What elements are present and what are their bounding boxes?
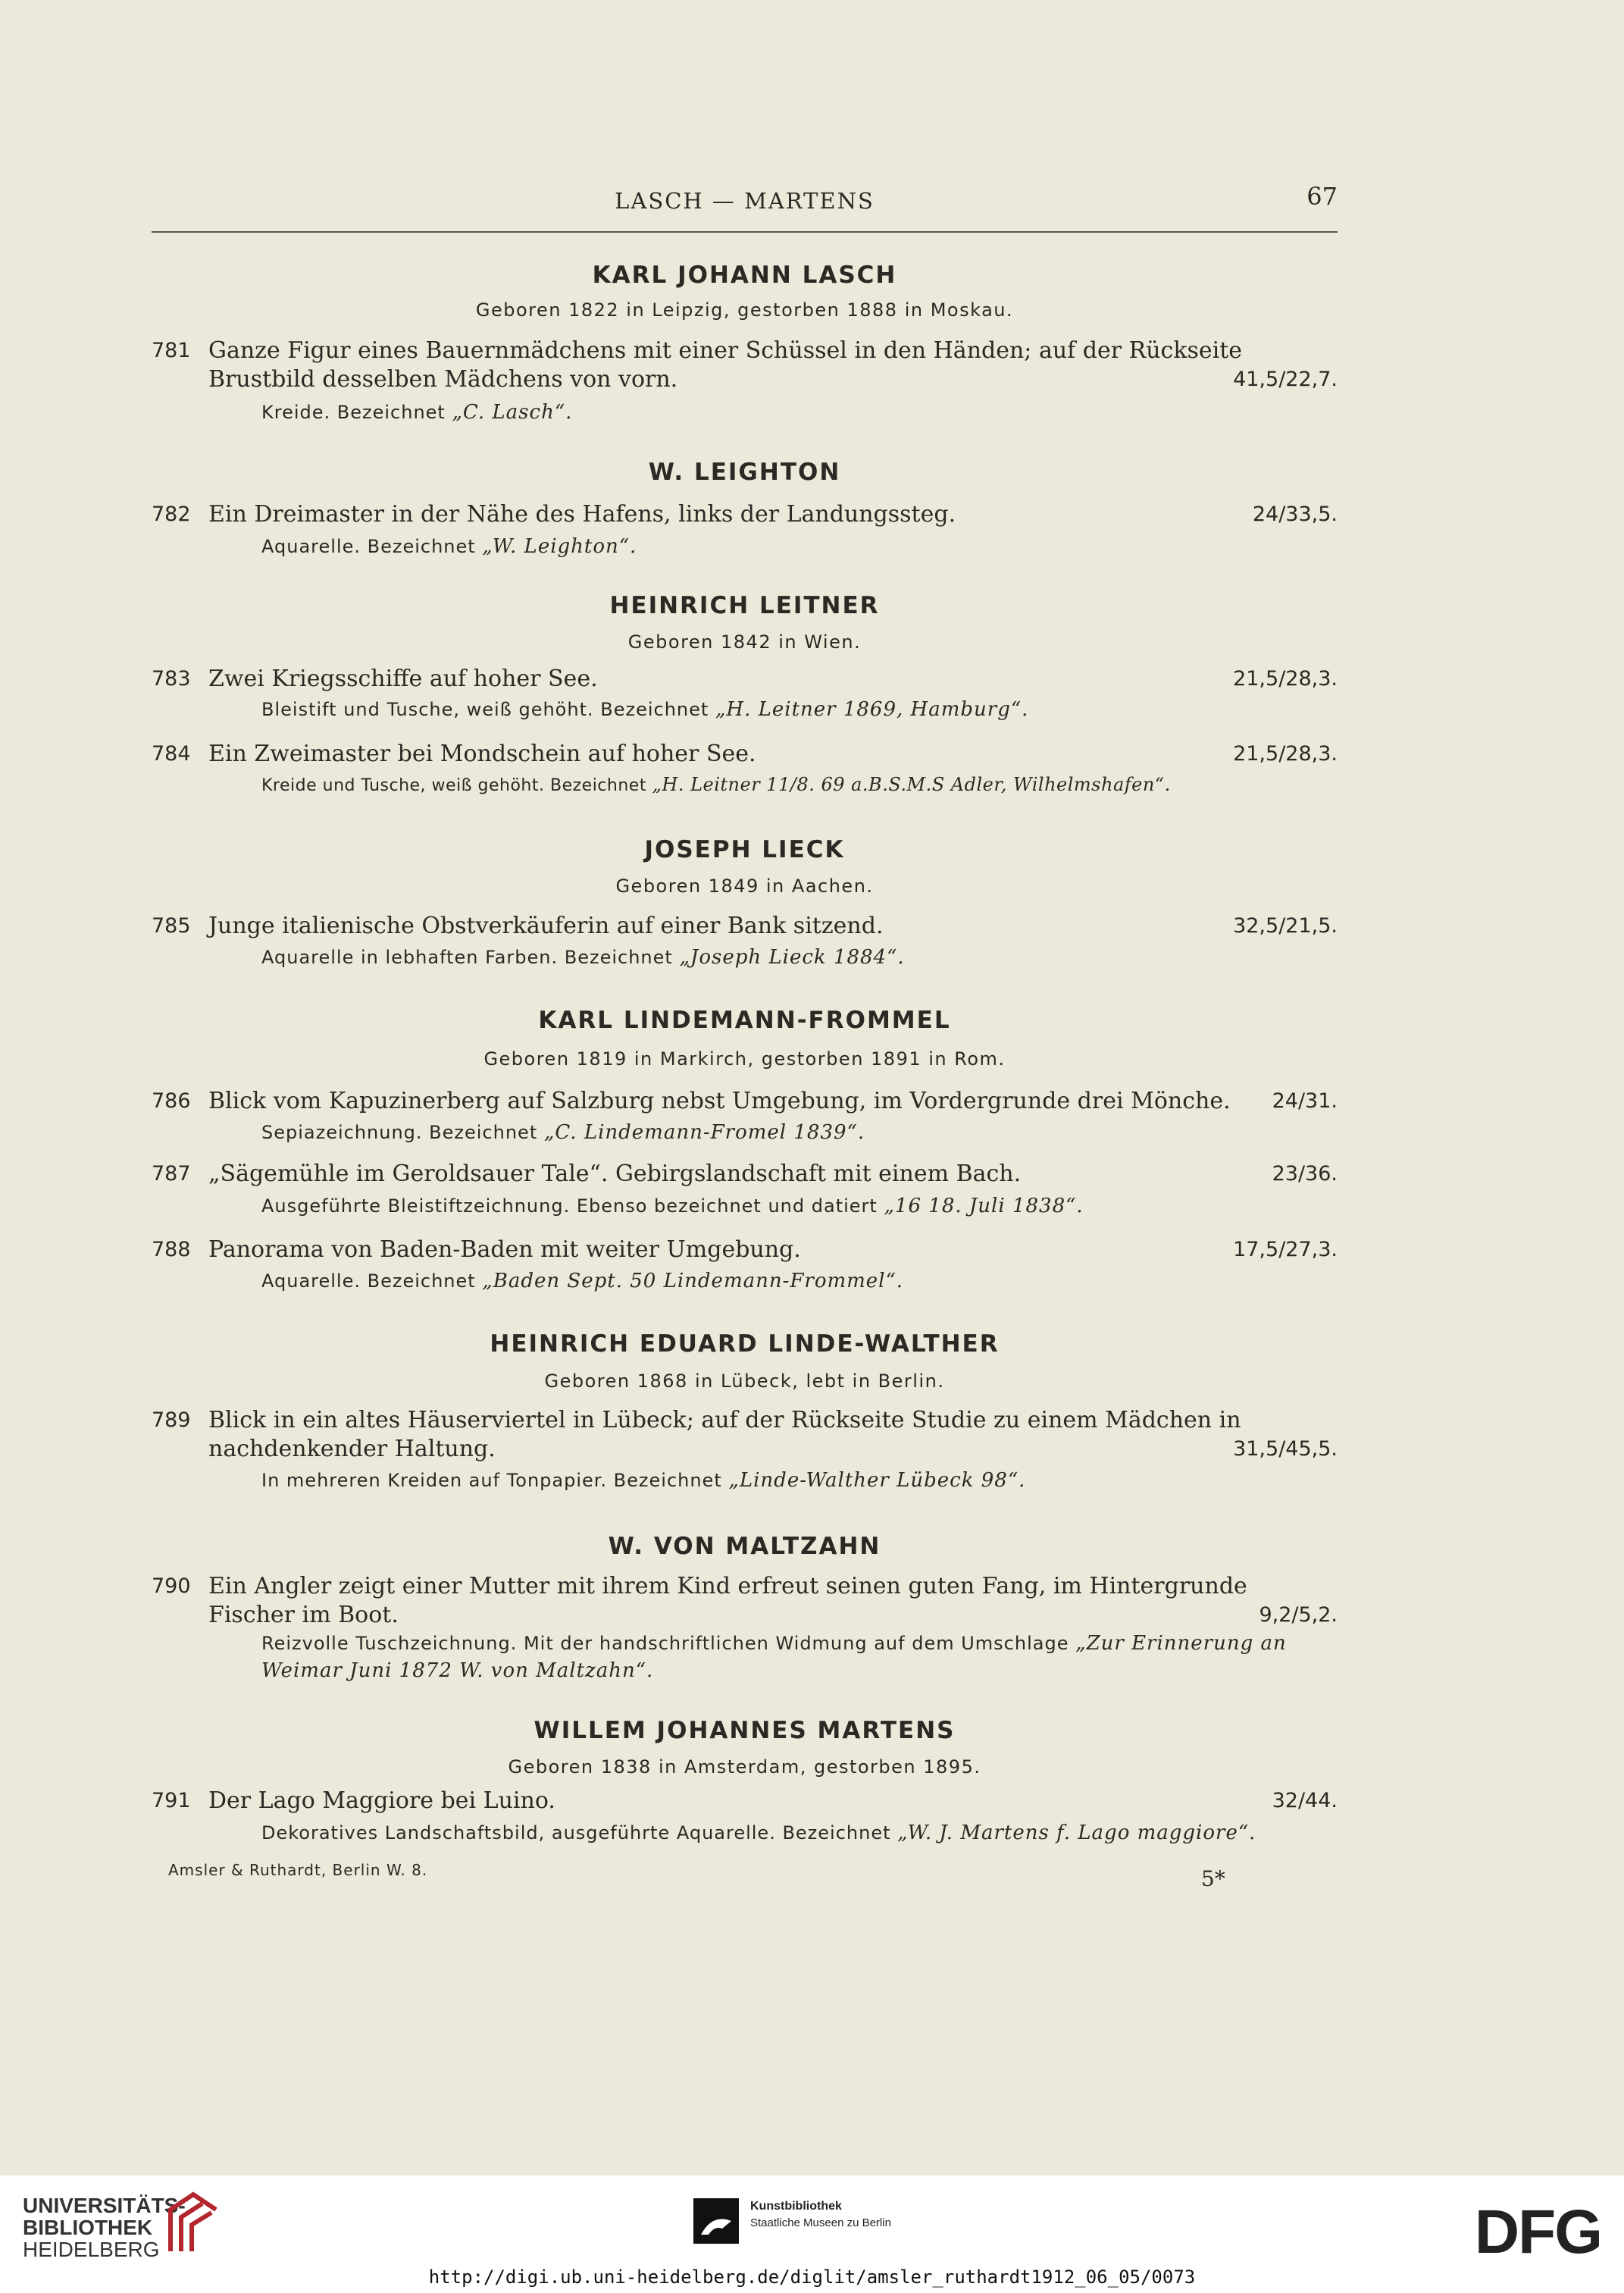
catalog-entry xyxy=(152,1236,1338,1266)
note-signature: „Zur Erinnerung an Weimar Juni 1872 W. von Maltzahn“. xyxy=(261,1632,1287,1682)
artist-heading: W. VON MALTZAHN xyxy=(608,1533,881,1560)
entry-number: 781 xyxy=(152,339,191,362)
note-text: Kreide. Bezeichnet xyxy=(261,402,452,423)
note-text: In mehreren Kreiden auf Tonpapier. Bezeichnet xyxy=(261,1470,729,1491)
entry-note xyxy=(261,696,1338,723)
note-text: Reizvolle Tuschzeichnung. Mit der handschriftlichen Widmung auf dem Umschlage xyxy=(261,1633,1076,1654)
kb-title: Kunstbibliothek xyxy=(750,2200,842,2213)
note-text: Aquarelle. Bezeichnet xyxy=(261,1270,483,1292)
artist-bio: Geboren 1849 in Aachen. xyxy=(615,876,874,897)
artist-heading: HEINRICH LEITNER xyxy=(609,592,880,619)
entry-size: 31,5/45,5. xyxy=(1233,1437,1338,1461)
artist-bio: Geboren 1842 in Wien. xyxy=(627,631,862,653)
entry-number: 787 xyxy=(152,1162,191,1186)
entry-size: 24/33,5. xyxy=(1252,503,1338,526)
artist-heading: KARL JOHANN LASCH xyxy=(592,262,897,289)
note-text: Kreide und Tusche, weiß gehöht. Bezeichnet xyxy=(261,776,652,795)
artist-heading: HEINRICH EDUARD LINDE-WALTHER xyxy=(490,1330,1000,1358)
page-number: 67 xyxy=(1306,182,1338,211)
artist-heading: WILLEM JOHANNES MARTENS xyxy=(534,1717,956,1744)
university-library-logo-text[interactable] xyxy=(23,2194,186,2260)
header-title: LASCH — MARTENS xyxy=(615,188,875,214)
entry-size: 23/36. xyxy=(1272,1162,1338,1186)
note-signature: „Joseph Lieck 1884“. xyxy=(679,946,905,969)
artist-heading: W. LEIGHTON xyxy=(648,459,841,486)
entry-title: Panorama von Baden-Baden mit weiter Umgebung. xyxy=(208,1236,801,1263)
entry-title: „Sägemühle im Geroldsauer Tale“. Gebirgslandschaft mit einem Bach. xyxy=(208,1161,1022,1187)
uni-line-3: HEIDELBERG xyxy=(23,2238,160,2261)
catalog-entry xyxy=(152,500,1338,531)
publisher-imprint: Amsler & Ruthardt, Berlin W. 8. xyxy=(168,1861,428,1879)
artist-bio: Geboren 1822 in Leipzig, gestorben 1888 in Moskau. xyxy=(475,299,1014,321)
note-text: Dekoratives Landschaftsbild, ausgeführte Aquarelle. Bezeichnet xyxy=(261,1822,898,1843)
catalog-entry xyxy=(152,1160,1338,1190)
note-signature: „W. Leighton“. xyxy=(482,535,637,558)
artist-bio: Geboren 1819 in Markirch, gestorben 1891 in Rom. xyxy=(483,1048,1006,1070)
uni-line-2: BIBLIOTHEK xyxy=(23,2216,153,2239)
note-signature: „16 18. Juli 1838“. xyxy=(884,1195,1084,1217)
catalog-entry xyxy=(152,1087,1338,1117)
entry-note xyxy=(261,399,1338,426)
catalog-entry xyxy=(152,1787,1338,1817)
note-signature: „C. Lasch“. xyxy=(452,401,573,424)
entry-note xyxy=(261,1119,1338,1146)
note-text: Aquarelle in lebhaften Farben. Bezeichnet xyxy=(261,947,680,968)
signature-mark: 5* xyxy=(1201,1866,1225,1891)
note-text: Ausgeführte Bleistiftzeichnung. Ebenso bezeichnet und datiert xyxy=(261,1195,884,1217)
entry-note xyxy=(261,1192,1338,1220)
note-signature: „C. Lindemann-Fromel 1839“. xyxy=(543,1121,865,1144)
catalog-entry xyxy=(152,1406,1338,1467)
entry-title: Blick vom Kapuzinerberg auf Salzburg nebst Umgebung, im Vordergrunde drei Mönche. xyxy=(208,1088,1231,1114)
entry-size: 17,5/27,3. xyxy=(1233,1238,1338,1261)
entry-title: Der Lago Maggiore bei Luino. xyxy=(208,1787,555,1814)
entry-note xyxy=(261,771,1338,800)
entry-title: Ein Dreimaster in der Nähe des Hafens, links der Landungssteg. xyxy=(208,501,956,528)
dfg-logo[interactable]: DFG xyxy=(1474,2197,1601,2266)
entry-size: 9,2/5,2. xyxy=(1259,1603,1338,1627)
uni-line-1: UNIVERSITÄTS- xyxy=(23,2194,186,2217)
entry-title: Ein Zweimaster bei Mondschein auf hoher See. xyxy=(208,741,756,767)
entry-number: 788 xyxy=(152,1238,191,1261)
entry-number: 782 xyxy=(152,503,191,526)
catalog-entry xyxy=(152,1572,1338,1633)
entry-size: 21,5/28,3. xyxy=(1233,742,1338,766)
entry-title: Blick in ein altes Häuserviertel in Lübeck; auf der Rückseite Studie zu einem Mädchen in nachdenkender Haltung. xyxy=(208,1407,1241,1462)
catalog-entry xyxy=(152,740,1338,770)
running-header xyxy=(152,182,1338,220)
entry-number: 786 xyxy=(152,1089,191,1113)
entry-title: Zwei Kriegsschiffe auf hoher See. xyxy=(208,666,598,692)
note-signature: „H. Leitner 1869, Hamburg“. xyxy=(715,698,1029,721)
header-rule xyxy=(152,231,1338,233)
entry-number: 784 xyxy=(152,742,191,766)
kunstbibliothek-label[interactable] xyxy=(750,2198,891,2232)
entry-size: 32,5/21,5. xyxy=(1233,914,1338,938)
entry-size: 21,5/28,3. xyxy=(1233,667,1338,691)
note-signature: „H. Leitner 11/8. 69 a.B.S.M.S Adler, Wilhelmshafen“. xyxy=(652,774,1171,795)
entry-note xyxy=(261,533,1338,560)
entry-number: 790 xyxy=(152,1574,191,1598)
entry-note xyxy=(261,1630,1338,1684)
heidelberg-library-icon[interactable] xyxy=(163,2187,224,2255)
entry-note xyxy=(261,1267,1338,1295)
artist-bio: Geboren 1868 in Lübeck, lebt in Berlin. xyxy=(544,1370,945,1392)
note-text: Sepiazeichnung. Bezeichnet xyxy=(261,1122,544,1143)
note-text: Bleistift und Tusche, weiß gehöht. Bezeichnet xyxy=(261,699,715,720)
artist-heading: JOSEPH LIECK xyxy=(644,836,845,863)
entry-note xyxy=(261,1467,1338,1494)
note-signature: „W. J. Martens f. Lago maggiore“. xyxy=(897,1822,1256,1844)
kb-subtitle: Staatliche Museen zu Berlin xyxy=(750,2216,891,2229)
artist-heading: KARL LINDEMANN-FROMMEL xyxy=(538,1007,951,1034)
entry-number: 783 xyxy=(152,667,191,691)
kunstbibliothek-icon[interactable] xyxy=(693,2198,739,2244)
entry-number: 791 xyxy=(152,1789,191,1812)
catalog-entry xyxy=(152,665,1338,695)
entry-title: Junge italienische Obstverkäuferin auf einer Bank sitzend. xyxy=(208,913,884,939)
entry-number: 785 xyxy=(152,914,191,938)
entry-title: Ganze Figur eines Bauernmädchens mit einer Schüssel in den Händen; auf der Rückseite Brustbild desselben Mädchens von vorn. xyxy=(208,337,1243,393)
entry-size: 32/44. xyxy=(1272,1789,1338,1812)
catalog-entry xyxy=(152,912,1338,942)
note-signature: „Baden Sept. 50 Lindemann-Frommel“. xyxy=(482,1270,904,1292)
entry-note xyxy=(261,944,1338,971)
catalog-entry xyxy=(152,337,1338,397)
note-signature: „Linde-Walther Lübeck 98“. xyxy=(728,1469,1026,1492)
entry-size: 41,5/22,7. xyxy=(1233,368,1338,391)
source-url-link[interactable]: http://digi.ub.uni-heidelberg.de/diglit/amsler_ruthardt1912_06_05/0073 xyxy=(428,2266,1196,2288)
entry-note xyxy=(261,1819,1338,1847)
artist-bio: Geboren 1838 in Amsterdam, gestorben 1895. xyxy=(508,1756,981,1778)
entry-size: 24/31. xyxy=(1272,1089,1338,1113)
entry-title: Ein Angler zeigt einer Mutter mit ihrem Kind erfreut seinen guten Fang, im Hintergrunde Fischer im Boot. xyxy=(208,1573,1247,1628)
note-text: Aquarelle. Bezeichnet xyxy=(261,536,483,557)
entry-number: 789 xyxy=(152,1408,191,1432)
